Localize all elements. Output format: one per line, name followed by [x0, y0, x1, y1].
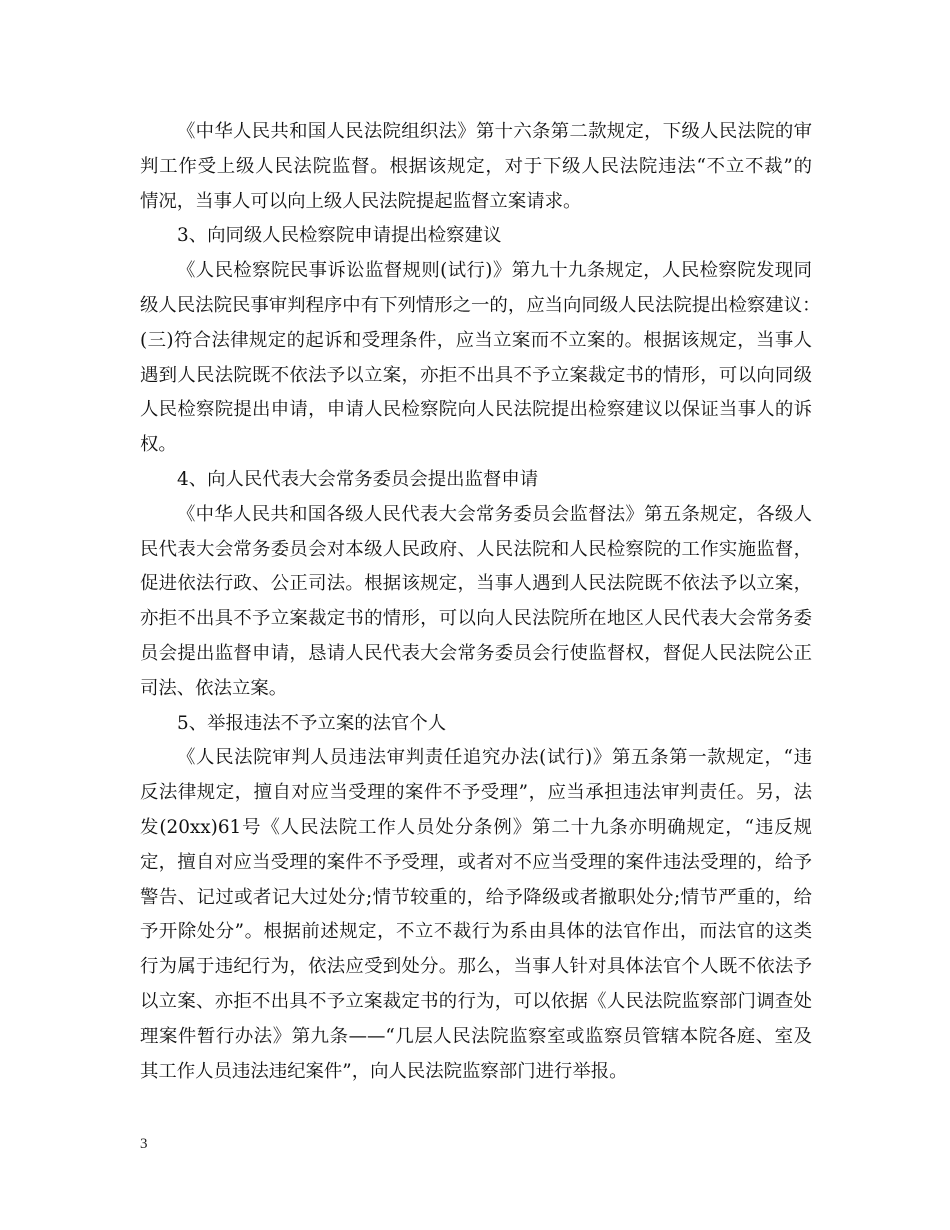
text-line: 《人民检察院民事诉讼监督规则(试行)》第九十九条规定，人民检察院发现同	[177, 260, 812, 282]
text-line: 发(20xx)61号《人民法院工作人员处分条例》第二十九条亦明确规定，“违反规	[140, 816, 812, 838]
text-line: 以立案、亦拒不出具不予立案裁定书的行为，可以依据《人民法院监察部门调查处	[140, 990, 812, 1012]
text-line: 人民检察院提出申请，申请人民检察院向人民法院提出检察建议以保证当事人的诉	[140, 399, 812, 421]
document-body	[140, 115, 821, 1089]
text-line: 员会提出监督申请，恳请人民代表大会常务委员会行使监督权，督促人民法院公正	[140, 642, 812, 664]
text-line: 理案件暂行办法》第九条——“几层人民法院监察室或监察员管辖本院各庭、室及	[140, 1025, 812, 1047]
text-line: 予开除处分”。根据前述规定，不立不裁行为系由具体的法官作出，而法官的这类	[140, 921, 812, 943]
text-line: 定，擅自对应当受理的案件不予受理，或者对不应当受理的案件违法受理的，给予	[140, 851, 812, 873]
text-line: 反法律规定，擅自对应当受理的案件不予受理”，应当承担违法审判责任。另，法	[140, 782, 812, 804]
text-line: 其工作人员违法违纪案件”，向人民法院监察部门进行举报。	[140, 1060, 628, 1082]
text-line: 亦拒不出具不予立案裁定书的情形，可以向人民法院所在地区人民代表大会常务委	[140, 608, 812, 630]
text-line: 权。	[140, 434, 177, 456]
text-line: 4、向人民代表大会常务委员会提出监督申请	[177, 468, 539, 490]
text-line: 遇到人民法院既不依法予以立案，亦拒不出具不予立案裁定书的情形，可以向同级	[140, 364, 812, 386]
text-line: 《中华人民共和国人民法院组织法》第十六条第二款规定，下级人民法院的审	[177, 121, 812, 142]
text-line: 民代表大会常务委员会对本级人民政府、人民法院和人民检察院的工作实施监督，	[140, 538, 812, 560]
text-line: 判工作受上级人民法院监督。根据该规定，对于下级人民法院违法“不立不裁”的	[140, 155, 812, 177]
page-number: 3	[140, 1136, 148, 1152]
text-line: 3、向同级人民检察院申请提出检察建议	[177, 225, 502, 247]
text-line: 5、举报违法不予立案的法官个人	[177, 712, 447, 734]
text-line: 级人民法院民事审判程序中有下列情形之一的，应当向同级人民法院提出检察建议：	[140, 294, 821, 316]
text-line: 行为属于违纪行为，依法应受到处分。那么，当事人针对具体法官个人既不依法予	[140, 956, 812, 978]
text-line: 《中华人民共和国各级人民代表大会常务委员会监督法》第五条规定，各级人	[177, 503, 812, 525]
text-line: 《人民法院审判人员违法审判责任追究办法(试行)》第五条第一款规定，“违	[177, 747, 812, 769]
text-line: 司法、依法立案。	[140, 677, 288, 699]
text-line: 促进依法行政、公正司法。根据该规定，当事人遇到人民法院既不依法予以立案，	[140, 573, 812, 595]
text-line: 情况，当事人可以向上级人民法院提起监督立案请求。	[140, 190, 582, 212]
text-line: (三)符合法律规定的起诉和受理条件，应当立案而不立案的。根据该规定，当事人	[140, 329, 812, 351]
text-line: 警告、记过或者记大过处分;情节较重的，给予降级或者撤职处分;情节严重的，给	[140, 886, 812, 908]
